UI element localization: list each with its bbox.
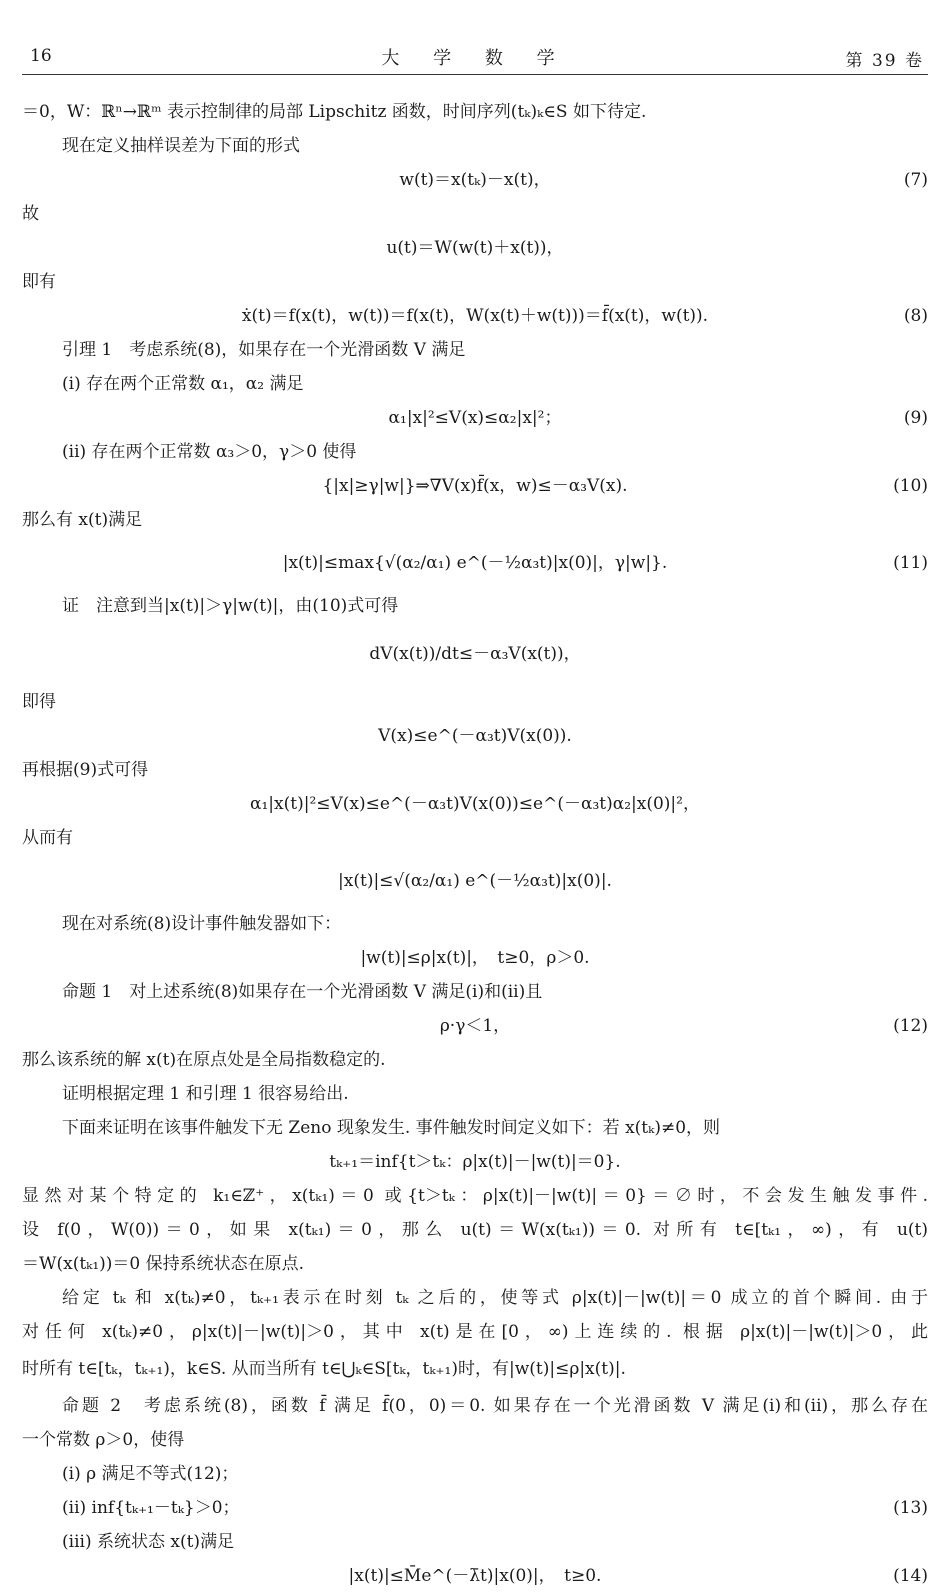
- display-equation: [22, 299, 928, 333]
- equation-body: |x(t)|≤M̄e^(－λ̄t)|x(0)|， t≥0.: [348, 1566, 602, 1586]
- text-line: [22, 197, 928, 231]
- display-equation: [22, 537, 928, 589]
- equation-number: (13): [893, 1498, 928, 1518]
- text-line-content: ＝0，W：ℝⁿ→ℝᵐ 表示控制律的局部 Lipschitz 函数，时间序列(tₖ)ₖ∈S 如下待定.: [22, 102, 647, 122]
- equation-number: (14): [893, 1566, 928, 1586]
- text-line-content: (i) 存在两个正常数 α₁，α₂ 满足: [62, 374, 304, 394]
- text-line-content: 给定 tₖ 和 x(tₖ)≠0，tₖ₊₁表示在时刻 tₖ 之后的，使等式 ρ|x(t)|－|w(t)|＝0 成立的首个瞬间. 由于: [62, 1288, 928, 1308]
- text-line: [22, 975, 928, 1009]
- equation-number: (10): [893, 476, 928, 496]
- display-equation: [22, 401, 928, 435]
- text-line: [22, 1423, 928, 1457]
- text-line: [22, 95, 928, 129]
- text-line-content: 现在定义抽样误差为下面的形式: [62, 136, 300, 156]
- equation-body: V(x)≤e^(－α₃t)V(x(0)).: [378, 726, 572, 746]
- equation-body: |w(t)|≤ρ|x(t)|， t≥0，ρ＞0.: [360, 948, 590, 968]
- text-line-content: (iii) 系统状态 x(t)满足: [62, 1532, 235, 1552]
- text-line: [22, 435, 928, 469]
- text-line-content: 设 f(0，W(0))＝0，如果 x(tₖ₁)＝0，那么 u(t)＝W(x(tₖ₁))＝0. 对所有 t∈[tₖ₁，∞)，有 u(t): [22, 1220, 928, 1240]
- text-line: [22, 589, 928, 623]
- text-line-content: 证明根据定理 1 和引理 1 很容易给出.: [62, 1084, 349, 1104]
- text-line: [22, 1389, 928, 1423]
- text-line-content: 对任何 x(tₖ)≠0，ρ|x(t)|－|w(t)|＞0，其中 x(t)是在[0，∞)上连续的. 根据 ρ|x(t)|－|w(t)|＞0，此: [22, 1322, 928, 1342]
- equation-number: (9): [903, 408, 928, 428]
- text-line: [22, 265, 928, 299]
- text-line: [22, 1281, 928, 1315]
- text-line: [22, 1315, 928, 1349]
- text-line-content: 现在对系统(8)设计事件触发器如下：: [62, 914, 342, 934]
- text-line: [22, 1043, 928, 1077]
- text-line: [22, 333, 928, 367]
- display-equation: [22, 855, 928, 907]
- text-line: [22, 1491, 928, 1525]
- text-line: [22, 1077, 928, 1111]
- text-line-content: 证 注意到当|x(t)|＞γ|w(t)|，由(10)式可得: [62, 596, 399, 616]
- text-line-content: 从而有: [22, 828, 73, 848]
- equation-body: α₁|x(t)|²≤V(x)≤e^(－α₃t)V(x(0))≤e^(－α₃t)α₂|x(0)|²，: [250, 794, 700, 814]
- text-line-content: 下面来证明在该事件触发下无 Zeno 现象发生. 事件触发时间定义如下：若 x(tₖ)≠0，则: [62, 1118, 721, 1138]
- equation-number: (7): [903, 170, 928, 190]
- text-line: [22, 1525, 928, 1559]
- text-line: [22, 503, 928, 537]
- text-line: [22, 821, 928, 855]
- text-line: [22, 1457, 928, 1491]
- volume-label: 第 39 卷: [845, 51, 924, 71]
- text-line: [22, 129, 928, 163]
- text-line-content: 即有: [22, 272, 56, 292]
- text-line: [22, 907, 928, 941]
- text-line: [22, 1247, 928, 1281]
- body-text: [22, 95, 928, 1593]
- equation-body: w(t)＝x(tₖ)－x(t)，: [399, 170, 551, 190]
- display-equation: [22, 469, 928, 503]
- text-line-content: 那么该系统的解 x(t)在原点处是全局指数稳定的.: [22, 1050, 386, 1070]
- equation-number: (8): [903, 306, 928, 326]
- text-line-content: 时所有 t∈[tₖ，tₖ₊₁)，k∈S. 从而当所有 t∈⋃ₖ∈S[tₖ，tₖ₊₁)时，有|w(t)|≤ρ|x(t)|.: [22, 1359, 626, 1379]
- page-number: 16: [30, 46, 52, 66]
- text-line-content: ＝W(x(tₖ₁))＝0 保持系统状态在原点.: [22, 1254, 305, 1274]
- display-equation: [22, 1145, 928, 1179]
- text-line-content: 那么有 x(t)满足: [22, 510, 143, 530]
- display-equation: [22, 719, 928, 753]
- text-line: [22, 1213, 928, 1247]
- text-line-content: 命题 1 对上述系统(8)如果存在一个光滑函数 V 满足(i)和(ii)且: [62, 982, 543, 1002]
- display-equation: [22, 941, 928, 975]
- running-header: [22, 40, 928, 75]
- equation-body: dV(x(t))/dt≤－α₃V(x(t))，: [369, 644, 581, 664]
- text-line: [22, 1179, 928, 1213]
- text-line: [22, 753, 928, 787]
- equation-body: ρ·γ＜1，: [439, 1016, 511, 1036]
- equation-body: ẋ(t)＝f(x(t)，w(t))＝f(x(t)，W(x(t)＋w(t)))＝f̄(x(t)，w(t)).: [241, 306, 709, 326]
- equation-body: {|x|≥γ|w|}⇒∇V(x)f̄(x，w)≤－α₃V(x).: [322, 476, 628, 496]
- display-equation: [22, 787, 928, 821]
- text-line: [22, 1349, 928, 1389]
- text-line-content: 显然对某个特定的 k₁∈ℤ⁺，x(tₖ₁)＝0 或{t＞tₖ：ρ|x(t)|－|w(t)|＝0}＝∅时，不会发生触发事件.: [22, 1186, 928, 1206]
- equation-body: α₁|x|²≤V(x)≤α₂|x|²；: [388, 408, 562, 428]
- equation-body: |x(t)|≤max{√(α₂/α₁) e^(－½α₃t)|x(0)|，γ|w|}.: [282, 553, 668, 573]
- text-line: [22, 685, 928, 719]
- display-equation: [22, 231, 928, 265]
- equation-number: (11): [893, 553, 928, 573]
- equation-body: |x(t)|≤√(α₂/α₁) e^(－½α₃t)|x(0)|.: [338, 871, 612, 891]
- display-equation: [22, 1559, 928, 1593]
- text-line-content: 命题 2 考虑系统(8)，函数 f̄ 满足 f̄(0，0)＝0. 如果存在一个光滑函数 V 满足(i)和(ii)，那么存在: [62, 1396, 928, 1416]
- text-line-content: 引理 1 考虑系统(8)，如果存在一个光滑函数 V 满足: [62, 340, 466, 360]
- display-equation: [22, 1009, 928, 1043]
- text-line: [22, 367, 928, 401]
- text-line-content: (ii) inf{tₖ₊₁－tₖ}＞0；: [62, 1498, 240, 1518]
- text-line: [22, 1111, 928, 1145]
- equation-body: tₖ₊₁＝inf{t＞tₖ：ρ|x(t)|－|w(t)|＝0}.: [329, 1152, 621, 1172]
- text-line-content: 一个常数 ρ＞0，使得: [22, 1430, 185, 1450]
- journal-title: 大 学 数 学: [381, 48, 569, 69]
- display-equation: [22, 163, 928, 197]
- text-line-content: 再根据(9)式可得: [22, 760, 149, 780]
- text-line-content: 故: [22, 204, 39, 224]
- display-equation: [22, 623, 928, 685]
- equation-number: (12): [893, 1016, 928, 1036]
- text-line-content: (ii) 存在两个正常数 α₃＞0，γ＞0 使得: [62, 442, 357, 462]
- equation-body: u(t)＝W(w(t)＋x(t))，: [386, 238, 564, 258]
- text-line-content: (i) ρ 满足不等式(12)；: [62, 1464, 239, 1484]
- text-line-content: 即得: [22, 692, 56, 712]
